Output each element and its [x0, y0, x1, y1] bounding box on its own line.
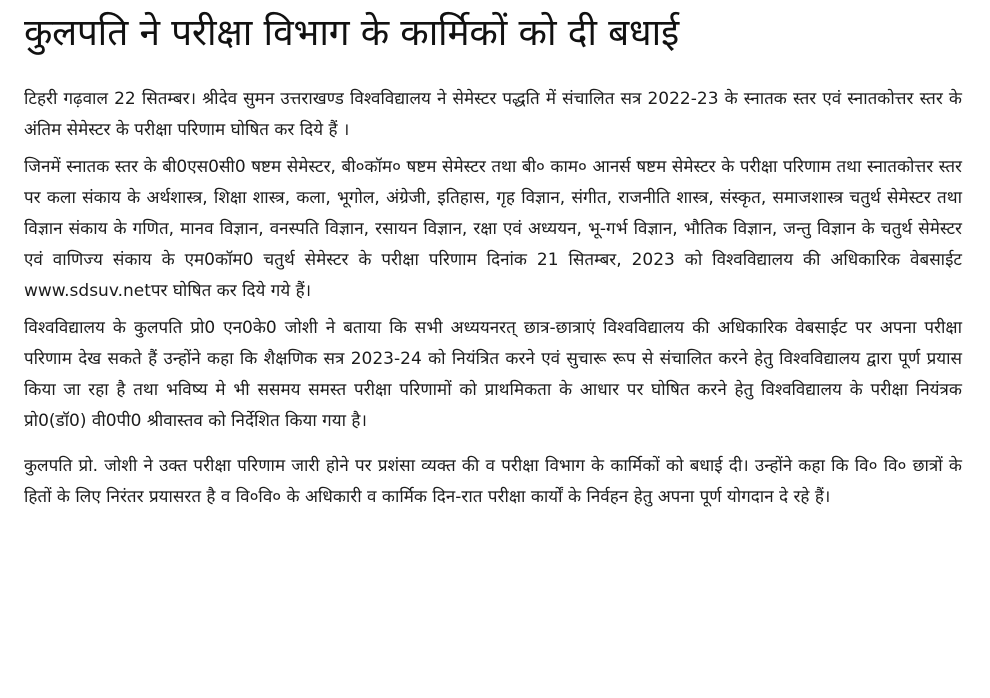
- paragraph-vice-chancellor-statement: विश्वविद्यालय के कुलपति प्रो0 एन0के0 जोशी ने बताया कि सभी अध्ययनरत् छात्र-छात्राएं विश्वविद्यालय की अधिकारिक वेबसाईट पर अपना परीक्षा परिणाम देख सकते हैं उन्होंने कहा कि शैक्षणिक सत्र 2023-24 को नियंत्रित करने एवं सुचारू रूप से संचालित करने हेतु विश्वविद्यालय द्वारा पूर्ण प्रयास किया जा रहा है तथा भविष्य मे भी ससमय समस्त परीक्षा परिणामों को प्राथमिकता के आधार पर घोषित करने हेतु विश्वविद्यालय के परीक्षा नियंत्रक प्रो0(डॉ0) वी0पी0 श्रीवास्तव को निर्देशित किया गया है।: [24, 318, 962, 431]
- paragraph-announcement: टिहरी गढ़वाल 22 सितम्बर। श्रीदेव सुमन उत्तराखण्ड विश्वविद्यालय ने सेमेस्टर पद्धति में संचालित सत्र 2022-23 के स्नातक स्तर एवं स्नातकोत्तर स्तर के अंतिम सेमेस्टर के परीक्षा परिणाम घोषित कर दिये हैं ।: [24, 89, 962, 140]
- article-body: [24, 84, 962, 513]
- paragraph-results-list: जिनमें स्नातक स्तर के बी0एस0सी0 षष्टम सेमेस्टर, बी०कॉम० षष्टम सेमेस्टर तथा बी० काम० आनर्स षष्टम सेमेस्टर के परीक्षा परिणाम तथा स्नातकोत्तर स्तर पर कला संकाय के अर्थशास्त्र, शिक्षा शास्त्र, कला, भूगोल, अंग्रेजी, इतिहास, गृह विज्ञान, संगीत, राजनीति शास्त्र, संस्कृत, समाजशास्त्र चतुर्थ सेमेस्टर तथा विज्ञान संकाय के गणित, मानव विज्ञान, वनस्पति विज्ञान, रसायन विज्ञान, रक्षा एवं अध्ययन, भू-गर्भ विज्ञान, भौतिक विज्ञान, जन्तु विज्ञान के चतुर्थ सेमेस्टर एवं वाणिज्य संकाय के एम0कॉम0 चतुर्थ सेमेस्टर के परीक्षा परिणाम दिनांक 21 सितम्बर, 2023 को विश्वविद्यालय की अधिकारिक वेबसाईट www.sdsuv.netपर घोषित कर दिये गये हैं।: [24, 157, 962, 301]
- article-headline: कुलपति ने परीक्षा विभाग के कार्मिकों को दी बधाई: [24, 11, 679, 54]
- paragraph-congratulations: कुलपति प्रो. जोशी ने उक्त परीक्षा परिणाम जारी होने पर प्रशंसा व्यक्त की व परीक्षा विभाग के कार्मिकों को बधाई दी। उन्होंने कहा कि वि० वि० छात्रों के हितों के लिए निरंतर प्रयासरत है व वि०वि० के अधिकारी व कार्मिक दिन-रात परीक्षा कार्यों के निर्वहन हेतु अपना पूर्ण योगदान दे रहे हैं।: [24, 456, 962, 507]
